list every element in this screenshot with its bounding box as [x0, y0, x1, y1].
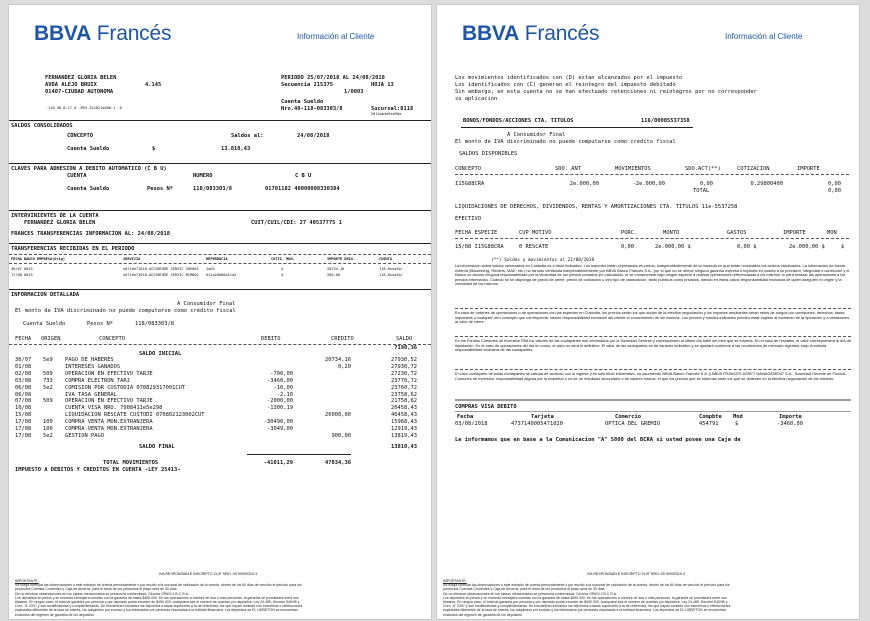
branch-code: 2014ab4e9ea90a — [371, 112, 402, 116]
mov-debito: -1300,19 — [267, 405, 293, 412]
saldos-date: 24/08/2018 — [297, 133, 330, 139]
visa-row-comercio: OPTICA DEL GREMIO — [605, 421, 661, 427]
footer-important: IMPORTANTE: — [15, 579, 39, 583]
mov-debito: -3049,00 — [267, 426, 293, 432]
visa-title: COMPRAS VISA DEBITO — [455, 404, 517, 410]
mov-origen: 5e2 — [43, 384, 53, 391]
detalle-pesos: Pesos Nº — [87, 321, 113, 327]
mov-header-concepto: CONCEPTO — [99, 336, 125, 342]
mov-saldo: 27230,72 — [391, 370, 417, 377]
info-cliente-label-2: Información al Cliente — [725, 32, 803, 41]
saldo-final-label: SALDO FINAL — [139, 444, 175, 450]
client-name: FERNANDEZ GLORIA BELEN — [45, 75, 117, 81]
cbu-number: 118/083303/8 — [193, 186, 232, 192]
total-debito: -41011,29 — [263, 460, 293, 466]
mov-saldo: 46458,43 — [391, 412, 417, 419]
period-value: 25/07/2018 AL 24/08/2018 — [306, 75, 385, 81]
mov-fecha: 06/08 — [15, 391, 32, 398]
liq-header-cup: CUP MOTIVO — [519, 230, 552, 236]
footer-line: Los depósitos en pesos y en moneda extranjera cuentan con la garantía de hasta $450.000. En las operaciones a nombre de dos o más personas, la garantía se prorrateará entre sus — [443, 595, 727, 600]
detalle-title: INFORMACION DETALLADA — [11, 292, 80, 298]
liq-row-gastos: 0,00 $ — [737, 244, 757, 250]
liq-row-importe: 2e.000,00 $ — [789, 244, 825, 250]
sequence-label: Secuencia — [281, 82, 311, 88]
saldos-title: SALDOS CONSOLIDADOS — [11, 123, 73, 129]
saldo-inicial-label: SALDO INICIAL — [139, 351, 182, 357]
branch: Sucursal:0118 — [371, 106, 414, 112]
liq-header-gastos: GASTOS — [727, 230, 747, 236]
mov-saldo: 20458,43 — [391, 405, 417, 412]
footer-line: excluidos del régimen de garantía de los depósitos. — [15, 612, 95, 617]
liq-row-porc: 0,00 — [621, 244, 634, 250]
transf-cell: $ — [281, 267, 284, 271]
visa-header-mnd: Mnd — [733, 414, 743, 420]
intervinientes-title: INTERVINIENTES DE LA CUENTA — [11, 213, 99, 219]
mov-concepto: GESTION PAGO — [65, 432, 104, 439]
client-address-number: 4.145 — [145, 82, 162, 88]
bonos-total-value: 0,00 — [828, 188, 841, 194]
visa-header-compbte: Compbte — [699, 414, 722, 420]
mov-concepto: OPERACION EN EFECTIVO TARJE — [65, 370, 153, 377]
mov-saldo: 21758,62 — [391, 398, 417, 405]
transf-cell: 20734,16 — [327, 267, 345, 271]
footer-legal — [15, 579, 425, 617]
client-city: 01407-CIUDAD AUTONOMA — [45, 89, 114, 95]
transf-header-servicio: SERVICIO — [123, 257, 141, 261]
transf-header-fecha: FECHA BANCO EMPRESA(Orig) — [11, 257, 66, 261]
transf-cell: 118-0ssa3b/ — [379, 273, 403, 277]
account-type: Cuenta Sueldo — [281, 99, 324, 105]
mov-saldo: 13819,43 — [391, 432, 417, 439]
total-credito: 47834,36 — [325, 460, 351, 466]
mov-origen: 5e2 — [43, 432, 53, 439]
liq-header-fecha: FECHA ESPECIE — [455, 230, 498, 236]
footer-line: De no efectuar observaciones en los plazos mencionados se presumirá conformidad. Circular OPASI 2 B.C.R.A. — [443, 591, 618, 596]
mov-header-saldo: SALDO — [396, 336, 413, 342]
bonos-header-sdo-act: SDO.ACT(**) — [685, 166, 721, 172]
consumidor-final: A Consumidor Final — [177, 301, 236, 307]
detalle-number: 118/083303/8 — [135, 321, 174, 327]
bonos-row-importe: 0,00 — [828, 181, 841, 187]
footer-line: Se ruega formular las observaciones o este extracto de cuenta personalmente o por escrito a la sucursal de radicación de la cuenta, dentro de los 60 días de vencido el período para los — [15, 583, 302, 588]
cbu-account: Cuenta Sueldo — [67, 186, 110, 192]
liquidaciones-efectivo: EFECTIVO — [455, 216, 481, 222]
mov-debito: -700,00 — [270, 370, 293, 377]
bonos-header-sdo-ant: SDO. ANT — [555, 166, 581, 172]
visa-row-tarjeta: 4737140005471020 — [511, 421, 563, 427]
mov-fecha: 01/08 — [15, 363, 32, 370]
mov-fecha: 02/08 — [15, 370, 32, 377]
intro-line-1: Los movimientos identificados con (D) estan alcanzados por el impuesto — [455, 75, 683, 81]
mov-saldo: 27930,72 — [391, 363, 417, 370]
liq-row-monto: 2e.000,00 $ — [655, 244, 691, 250]
mov-origen: 509 — [43, 370, 53, 377]
liq-header-mon: MON — [827, 230, 837, 236]
footer-line: Com. 'A' 2337 y sus modificatorias y complementarias. Se encuentran excluidos los depósitos a tasas superiores a la de referencia, los que hayan contado con incentivos o retribuciones — [15, 604, 303, 609]
mov-concepto: PAGO DE HABERES — [65, 357, 114, 363]
statement-page-1 — [8, 4, 432, 620]
liq-row-cup: 0 RESCATE — [519, 244, 549, 250]
footer-line: excluidos del régimen de garantía de los depósitos. — [443, 612, 523, 617]
bonos-consumidor-final: A Consumidor Final — [507, 132, 566, 138]
cbu-col-cuenta: CUENTA — [67, 173, 87, 179]
visa-header-importe: Importe — [779, 414, 802, 420]
intro-line-3: Sin embargo, en esta cuenta no se han efectuado retenciones ni reintegros por no corresponder — [455, 89, 757, 95]
footer-line: titulares. En ningún caso, el total de garantía por persona y por depósito podrá exceder de $450.000, cualquiera sea el número de cuentas y/o depósitos. Ley 24.485, Decreto 540/95 y — [443, 600, 728, 605]
bbva-frances-logo: BBVA Francés — [34, 22, 172, 45]
mov-concepto: COMISION POR CUSTODIA 070829317001CUT — [65, 384, 186, 391]
transf-header-cotiz: COTIZ. MON. — [271, 257, 295, 261]
mov-header-debito: DEBITO — [261, 336, 281, 342]
info-cliente-label: Información al Cliente — [297, 32, 375, 41]
mov-header-fecha: FECHA — [15, 336, 32, 342]
mov-fecha: 07/08 — [15, 398, 32, 405]
mov-concepto: IVA TASA GENERAL — [65, 391, 117, 398]
mov-debito: -10,00 — [273, 384, 293, 391]
transf-cell: 30/07 0015 — [11, 267, 33, 271]
mov-debito: -2000,00 — [267, 398, 293, 405]
disclaimer-1: La información sobre saldos valorizados en Custodia es a título indicativo. Los importes están expresados en pesos, independientemente de la moneda en que están nominados los activos valorizados. La información de fuente externa (Bloomberg, Reuters, MAE, etc.) no ha sido verificada independientemente por BBVA Banco Francés S.A., por lo que no se ofrece ninguna garantía expresa o implícita en cuanto a su precisión, integridad o corrección y el Banco no asume ninguna responsabilidad por la veracidad de los precios tomados y/o calculados, ni se compromete bajo ningún aspecto a realizar operaciones referenciadas a los mismos, ni para realizar las operaciones a los precios informados. Cuando no se disponga de precio de cierre, precio de cotización u otro tipo de valorización, tanto públicos como privados, siendo en estos casos responsabilidad exclusiva de quien aseguren el origen y la veracidad de los mismos. — [455, 263, 850, 287]
transferencias-info: FRANCES TRANSFERENCIAS INFORMACION AL: 24/08/2018 — [11, 231, 171, 237]
mov-saldo: 23770,72 — [391, 377, 417, 384]
mov-debito: -3460,00 — [267, 377, 293, 384]
saldos-item: Cuenta Sueldo — [67, 146, 110, 152]
mov-fecha: 15/08 — [15, 412, 32, 419]
footer-line: especiales diferentes de la tasa de interés, los adquiridos por endoso y los efectuados por personas vinculadas a la entidad financiera. Los depósitos de EL LIBRETON se encuentran — [443, 608, 726, 613]
cbu-pesos: Pesos Nº — [147, 186, 173, 192]
saldos-al-label: Saldos al: — [231, 133, 264, 139]
footer-line: productos Cuentas Corrientes y Caja de Ahorros, para el resto de los productos el plazo será de 30 días. — [443, 587, 606, 592]
mov-fecha: 17/08 — [15, 432, 32, 439]
mov-credito: 900,00 — [331, 432, 351, 439]
transf-header-cuenta: CUENTA — [379, 257, 392, 261]
liq-header-porc: PORC. — [621, 230, 638, 236]
mov-debito: -30490,00 — [263, 419, 293, 426]
comunicacion-note: Le informamos que en base a la Comunicacion "A" 5800 del BCRA si usted posee una Caja de — [455, 437, 741, 443]
liq-header-monto: MONTO — [663, 230, 680, 236]
mov-origen: 100 — [43, 419, 53, 426]
transf-cell: 1a03 — [206, 267, 215, 271]
cbu-col-cbu: C B U — [295, 173, 312, 179]
mov-saldo: 15968,43 — [391, 419, 417, 426]
cbu-title: CLAVES PARA ADHESION A DEBITO AUTOMATICO (C B U) — [11, 166, 167, 172]
visa-row-mnd: $ — [735, 421, 739, 427]
client-code: .118 4D N.17 0 .MS5.32s821s000.1 .0 — [46, 106, 122, 110]
interviniente-name: FERNANDEZ GLORIA BELEN — [24, 220, 96, 226]
saldo-inicial-value: 7190,36 — [394, 345, 417, 351]
mov-debito: -2,10 — [276, 391, 293, 398]
client-address: AVDA ALEJO BRUIX — [45, 82, 97, 88]
visa-row-compbte: 454791 — [699, 421, 719, 427]
saldos-disponibles-title: SALDOS DISPONIBLES — [459, 151, 518, 157]
mov-saldo: 23758,62 — [391, 391, 417, 398]
footer-line: titulares. En ningún caso, el total de garantía por persona y por depósito podrá exceder de $450.000, cualquiera sea el número de cuentas y/o depósitos. Ley 24.485, Decreto 540/95 y — [15, 600, 300, 605]
mov-origen: 509 — [43, 398, 53, 405]
transf-cell: 011a20000a11a5 — [206, 273, 237, 277]
cbu-col-numero: NUMERO — [193, 173, 213, 179]
sequence-value: 215375 — [313, 82, 333, 88]
bonos-iva-note: El monto de IVA discriminado no puede computarse como crédito fiscal — [455, 139, 676, 145]
mov-header-credito: CREDITO — [331, 336, 354, 342]
mov-concepto: CUENTA VISA NRO. 7908411e5e298 — [65, 405, 163, 412]
mov-credito: 20734,16 — [325, 357, 351, 363]
transf-cell: s0710e71018.ACCENTURE SERVIC SUE001 — [123, 267, 199, 271]
saldo-final-value: 13810,43 — [391, 444, 417, 450]
mov-credito: 26000,00 — [325, 412, 351, 419]
disclaimer-3: En los Fondos Comunes de Inversión FBA los valores de las cuotapartes son informados por la Sociedad Gerente y corresponden al último día hábil del mes que se informa. En el caso de rescates, el valor corresponderá al día de liquidación. En el caso de operaciones del día en curso, el valor no será el definitivo. El valor de las cuotapartes es de carácter indicativo y se ajustará conforme a las condiciones de mercado vigentes, bajo la estricta responsabilidad exclusiva de las cuotapartes. — [455, 338, 851, 353]
mov-fecha: 30/07 — [15, 357, 32, 363]
liq-row-fecha: 15/08 I15G88CRA — [455, 244, 504, 250]
mov-origen: 100 — [43, 426, 53, 432]
transf-cell: 200,00 — [327, 273, 340, 277]
bonos-number: 116/00005537358 — [641, 118, 690, 124]
mov-fecha: 03/08 — [15, 377, 32, 384]
transf-header-importe: IMPORTE ORIG. — [327, 257, 356, 261]
mov-saldo: 23760,72 — [391, 384, 417, 391]
liquidaciones-title: LIQUIDACIONES DE DERECHOS, DIVIDENDOS, RENTAS Y AMORTIZACIONES CTA. TITULOS 11e-5537258 — [455, 204, 738, 210]
transf-cell: $ — [281, 273, 284, 277]
transf-cell: s0710e71018.ACCENTURE SERVIC MCM002 — [123, 273, 199, 277]
disclaimer-4: El valor cuotaparte de estas cuotapartes se calcula de acuerdo con lo vigente y es sólo título informativo, no asumiendo BBVA Banco Francés S.A. y BBVA FRANCES ASSET MANAGEMENT S.A., Sociedad Gerente de Fondos Comunes de Inversión, responsabilidad alguna por la exactitud o no de un resultado secundario o de valores futuros, el que los precios que se informan sean los que se obtienen en la efectiva negociación de los mismos. — [455, 371, 846, 381]
mov-concepto: COMPRA ELECTRON TARJ — [65, 377, 130, 384]
mov-fecha: 17/08 — [15, 426, 32, 432]
footer-line: Com. 'A' 2337 y sus modificatorias y complementarias. Se encuentran excluidos los depósitos a tasas superiores a la de referencia, los que hayan contado con incentivos o retribuciones — [443, 604, 731, 609]
bonos-header-importe: IMPORTE — [797, 166, 820, 172]
sheet-total: 1/0003 — [344, 89, 364, 95]
bonos-row-movimientos: -2e.000,00 — [632, 181, 665, 187]
impuesto-label: IMPUESTO A DEBITOS Y CREDITOS EN CUENTA -LEY 25413- — [15, 467, 181, 473]
bonos-title: BONOS/FONDOS/ACCIONES CTA. TITULOS — [463, 118, 574, 124]
intro-line-2: Los identificados con (C) generan el reintegro del impuesto debitado — [455, 82, 676, 88]
cbu-value: 01701182 40000008330384 — [265, 186, 340, 192]
statement-page-2 — [436, 4, 860, 620]
footer-important-2: IMPORTANTE: — [443, 579, 467, 583]
visa-header-tarjeta: Tarjeta — [531, 414, 554, 420]
visa-row-importe: -3460,00 — [777, 421, 803, 427]
sheet-value: 13 — [387, 82, 394, 88]
iva-note: El monto de IVA discriminado no puede computarse como crédito fiscal — [15, 308, 236, 314]
bonos-row-sdo-act: 0,00 — [700, 181, 713, 187]
saldos-note-title: (**) Saldos y movimientos al 21/08/2018 — [491, 258, 595, 263]
mov-fecha: 10/08 — [15, 405, 32, 412]
bonos-row-cotizacion: 0,29800400 — [750, 181, 783, 187]
mov-saldo: 12919,43 — [391, 426, 417, 432]
mov-concepto: LIQUIDACION RESCATE CUSTODI 070802123002CUT — [65, 412, 205, 419]
visa-header-comercio: Comercio — [615, 414, 641, 420]
account-number: Nro.40-118-083303/8 — [281, 106, 343, 112]
total-movimientos-label: TOTAL MOVIMIENTOS — [103, 460, 159, 466]
mov-concepto: COMPRA VENTA MON.EXTRANJERA — [65, 426, 153, 432]
footer-line: especiales diferentes de la tasa de interés, los adquiridos por endoso y los efectuados por personas vinculadas a la entidad financiera. Los depósitos de EL LIBRETON se encuentran — [15, 608, 298, 613]
period-label: PERIODO — [281, 75, 304, 81]
bbva-frances-logo-2: BBVA Francés — [462, 22, 600, 45]
bonos-header-cotizacion: COTIZACION — [737, 166, 770, 172]
bonos-row-concepto: I15G88CRA — [455, 181, 485, 187]
detalle-account: Cuenta Sueldo — [23, 321, 66, 327]
saldos-currency: $ — [152, 146, 156, 152]
mov-credito: 0,20 — [338, 363, 351, 370]
footer-legal-2 — [443, 579, 853, 617]
transf-header-referencia: REFERENCIA — [206, 257, 228, 261]
bonos-header-concepto: CONCEPTO — [455, 166, 481, 172]
footer-line: Se ruega formular las observaciones o este extracto de cuenta personalmente o por escrito a la sucursal de radicación de la cuenta, dentro de los 60 días de vencido el período para los — [443, 583, 730, 588]
liq-header-importe: IMPORTE — [783, 230, 806, 236]
mov-origen: 733 — [43, 377, 53, 384]
transf-cell: 17/08 0015 — [11, 273, 33, 277]
bonos-row-sdo-ant: 2e.000,00 — [569, 181, 599, 187]
bonos-total-label: TOTAL — [693, 188, 710, 194]
interviniente-cuit: CUIT/CUIL/CDI: 27 40537775 1 — [251, 220, 342, 226]
transferencias-title: TRANSFERENCIAS RECIBIDAS EN EL PERIODO — [11, 246, 135, 252]
visa-header-fecha: Fecha — [457, 414, 474, 420]
mov-concepto: INTERESES GANADOS — [65, 363, 121, 370]
visa-row-fecha: 03/08/2018 — [455, 421, 488, 427]
iva-responsable-2: IVA RESPONSABLE INSCRIPTO CUIT NRO.:30 50000319-3 — [587, 572, 686, 576]
mov-concepto: COMPRA VENTA MON.EXTRANJERA — [65, 419, 153, 426]
sheet-label: HOJA — [371, 82, 384, 88]
footer-line: productos Cuentas Corrientes y Caja de Ahorros, para el resto de los productos el plazo será de 30 días. — [15, 587, 178, 592]
disclaimer-2: En caso de órdenes de operaciones o de operaciones con las especies en Custodia, los precios serán los que surjan de la efectiva negociación y los importes resultantes serán netos de cargos por comisiones, derechos, tasas, impuestos o cualquier otro concepto que corresponda, siendo responsabilidad exclusiva del cliente el conocimiento de los mismos. Los precios y montos indicados pueden estar sujetos al momento de la operación y a variaciones al valor de cierre. — [455, 310, 850, 325]
saldos-amount: 13.810,43 — [221, 146, 251, 152]
mov-concepto: OPERACION EN EFECTIVO TARJE — [65, 398, 153, 405]
mov-header-origen: ORIGEN — [41, 336, 61, 342]
transf-cell: 118-0ssa3b/ — [379, 267, 403, 271]
bonos-header-movimientos: MOVIMIENTOS — [615, 166, 651, 172]
mov-fecha: 17/08 — [15, 419, 32, 426]
intro-line-4: su aplicación — [455, 96, 498, 102]
mov-fecha: 06/08 — [15, 384, 32, 391]
mov-origen: 5e9 — [43, 357, 53, 363]
saldos-col-concepto: CONCEPTO — [67, 133, 93, 139]
footer-line: Los depósitos en pesos y en moneda extranjera cuentan con la garantía de hasta $450.000. En las operaciones a nombre de dos o más personas, la garantía se prorrateará entre sus — [15, 595, 299, 600]
iva-responsable: IVA RESPONSABLE INSCRIPTO CUIT NRO.:30 50000319-3 — [159, 572, 258, 576]
liq-row-mon: $ — [841, 244, 845, 250]
footer-line: De no efectuar observaciones en los plazos mencionados se presumirá conformidad. Circular OPASI 2 B.C.R.A. — [15, 591, 190, 596]
mov-saldo: 27930,52 — [391, 357, 417, 363]
